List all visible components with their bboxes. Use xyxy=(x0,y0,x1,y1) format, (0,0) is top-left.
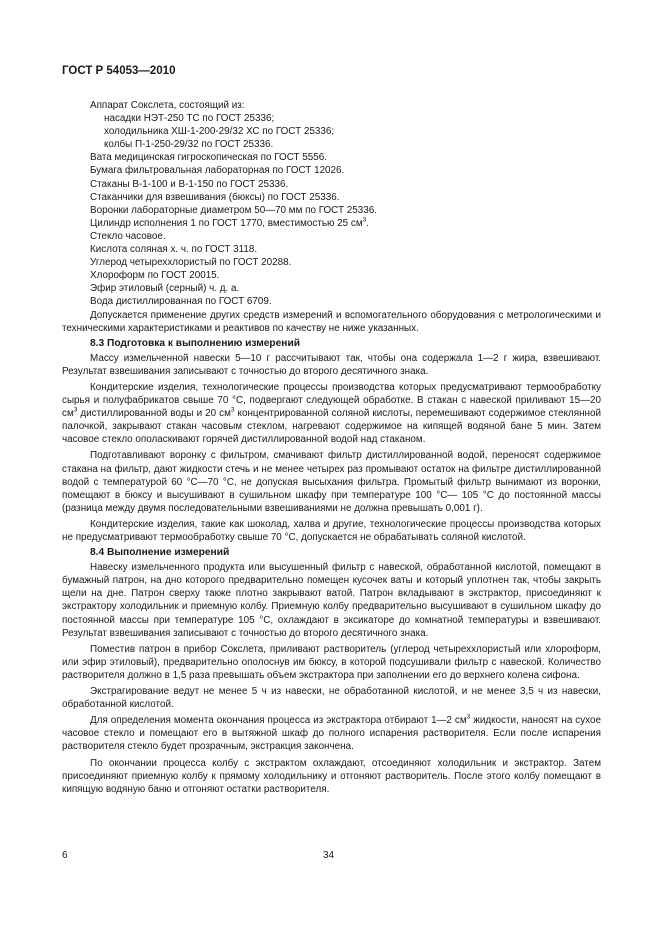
equipment-item: Углерод четыреххлористый по ГОСТ 20288. xyxy=(90,257,292,269)
p4-b: жидкости, наносят на сухое часовое стекло и помещают его в вытяжной шкаф до полного испарения растворителя. Если после испарения растворителя стекло будет прозрачным, экстракция закончена. xyxy=(62,715,601,753)
equipment-soxhlet: Аппарат Сокслета, состоящий из: xyxy=(90,100,245,111)
cylinder-end: . xyxy=(366,217,369,229)
equipment-item: Стекло часовое. xyxy=(90,230,166,242)
soxhlet-part: насадки НЭТ-250 ТС по ГОСТ 25336; xyxy=(104,113,275,125)
section-8-3-title: 8.3 Подготовка к выполнению измерений xyxy=(90,337,300,349)
p2-a: Кондитерские изделия, технологические процессы производства которых предусматривают термообработку сырья и полуфабрикатов свыше 70 °С, подвергают следующей обработке. В стакан с навеской приливают 15—20 см xyxy=(62,381,601,420)
equipment-item: Вата медицинская гигроскопическая по ГОСТ 5556. xyxy=(90,152,328,164)
paragraph: По окончании процесса колбу с экстрактом охлаждают, отсоединяют холодильник и экстрактор. Затем присоединяют приемную колбу к прямому холодильнику и отгоняют растворитель. После этого колбу помещают в кипящую водяную баню и отгоняют остатки растворителя. xyxy=(62,757,601,795)
equipment-cylinder xyxy=(62,217,601,230)
cylinder-sup: 3 xyxy=(362,216,367,224)
cylinder-text: Цилиндр исполнения 1 по ГОСТ 1770, вместимостью 25 см xyxy=(90,217,363,229)
soxhlet-part: холодильника ХШ-1-200-29/32 ХС по ГОСТ 25336; xyxy=(104,126,335,138)
paragraph: Экстрагирование ведут не менее 5 ч из навески, не обработанной кислотой, и не менее 3,5 ч из навески, обработанной кислотой. xyxy=(62,686,601,711)
equipment-item: Бумага фильтровальная лабораторная по ГОСТ 12026. xyxy=(90,165,345,177)
p2-sup2: 3 xyxy=(230,406,235,414)
p4-a: Для определения момента окончания процесса из экстрактора отбирают 1—2 см xyxy=(90,715,467,727)
equipment-item: Воронки лабораторные диаметром 50—70 мм по ГОСТ 25336. xyxy=(90,204,377,216)
equipment-allowed: Допускается применение других средств измерений и вспомогательного оборудования с метрологическими и техническими характеристиками и реактивов по качеству не ниже указанных. xyxy=(62,309,601,334)
paragraph: Поместив патрон в прибор Сокслета, приливают растворитель (углерод четыреххлористый или хлороформ, или эфир этиловый), предварительно ополоснув им бюксу, в которой подсушивали фильтр с навеской. Количество растворителя должно в 1,5 раза превышать объем экстрактора при заполнении его до верхнего колена сифона. xyxy=(62,643,601,681)
paragraph: Подготавливают воронку с фильтром, смачивают фильтр дистиллированной водой, переносят содержимое стакана на фильтр, дают жидкости стечь и не менее четырех раз промывают остаток на фильтре дистиллированной водой с температурой 60 °С—70 °С, не допуская высыхания фильтра. Промытый фильтр вынимают из воронки, помещают в бюксу и высушивают в сушильном шкафу при температуре 100 °С— 105 °С до постоянной массы (разница между двумя последовательными взвешиваниями не должна превышать 0,001 г). xyxy=(62,450,601,514)
soxhlet-part: колбы П-1-250-29/32 по ГОСТ 25336. xyxy=(104,139,274,151)
equipment-item: Хлороформ по ГОСТ 20015. xyxy=(90,270,220,282)
paragraph: Навеску измельченного продукта или высушенный фильтр с навеской, обработанной кислотой, помещают в бумажный патрон, на дно которого предварительно помещен кусочек ваты и который уплотнен так, чтобы закрыть щели на дне. Патрон сверху также плотно закрывают ватой. Патрон вкладывают в экстрактор, присоединяют к экстрактору холодильник и приемную колбу. Приемную колбу предварительно высушивают в сушильном шкафу до постоянной массы при температуре 105 °С, охлаждают в эксикаторе до комнатной температуры и взвешивают. Результат взвешивания записывают с точностью до второго десятичного знака. xyxy=(62,562,601,639)
equipment-item: Кислота соляная х. ч. по ГОСТ 3118. xyxy=(90,244,258,256)
p2-c: концентрированной соляной кислоты, перемешивают содержимое стеклянной палочкой, закрывают стакан часовым стеклом, нагревают содержимое на кипящей водяной бане 5 мин. Затем часовое стекло ополаскивают горячей дистиллированной водой над стаканом. xyxy=(62,408,601,446)
equipment-item: Стаканчики для взвешивания (бюксы) по ГОСТ 25336. xyxy=(90,191,340,203)
section-8-4-title: 8.4 Выполнение измерений xyxy=(90,547,230,559)
paragraph xyxy=(62,714,601,753)
page-body xyxy=(62,99,601,796)
document-header: ГОСТ Р 54053—2010 xyxy=(62,65,176,77)
equipment-item: Вода дистиллированная по ГОСТ 6709. xyxy=(90,296,272,308)
paragraph: Кондитерские изделия, такие как шоколад, халва и другие, технологические процессы производства которых не предусматривают термообработку свыше 70 °С, допускается не обрабатывать соляной кислотой. xyxy=(62,518,601,543)
paragraph xyxy=(62,381,601,446)
p2-b: дистиллированной воды и 20 см xyxy=(77,408,231,420)
paragraph: Массу измельченной навески 5—10 г рассчитывают так, чтобы она содержала 1—2 г жира, взвешивают. Результат взвешивания записывают с точностью до второго десятичного знака. xyxy=(62,352,601,377)
page-number-left: 6 xyxy=(62,850,68,861)
page-number-center: 34 xyxy=(323,850,335,861)
p4-sup: 3 xyxy=(466,713,471,721)
equipment-item: Стаканы В-1-100 и В-1-150 по ГОСТ 25336. xyxy=(90,178,289,190)
equipment-item: Эфир этиловый (серный) ч. д. а. xyxy=(90,283,240,295)
p2-sup1: 3 xyxy=(73,406,78,414)
